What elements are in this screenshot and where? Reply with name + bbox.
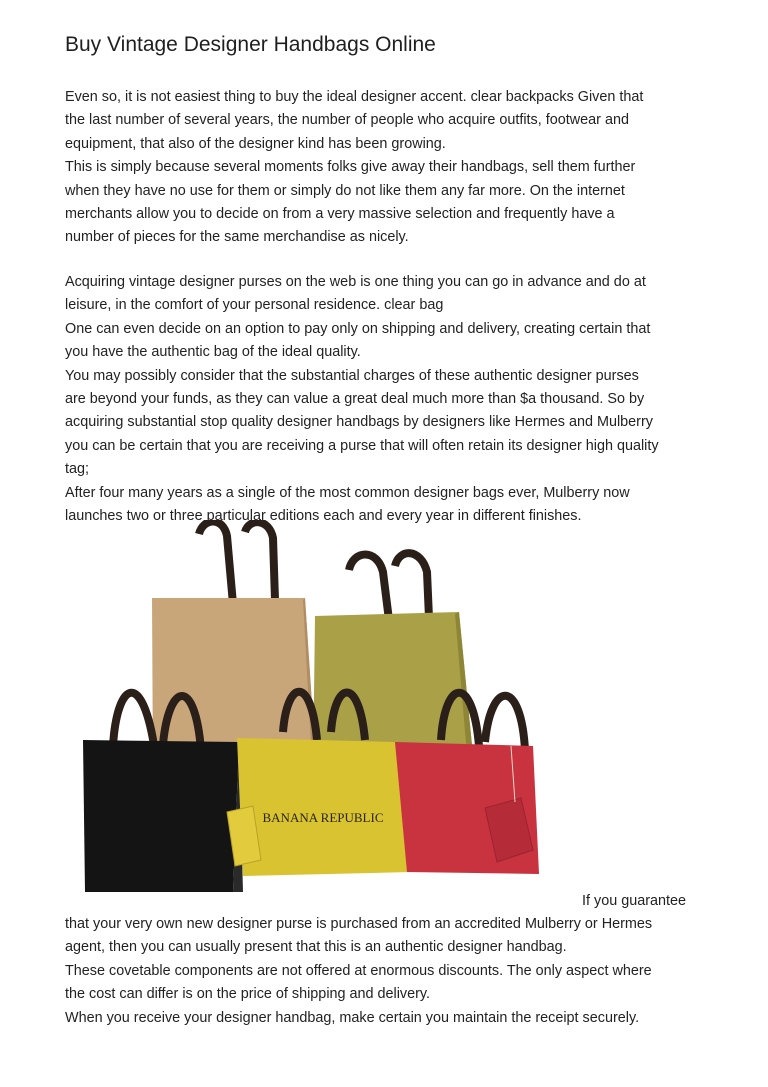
text-line: agent, then you can usually present that this is an authentic designer handbag. [65, 939, 567, 956]
text-line: Even so, it is not easiest thing to buy the ideal designer accent. clear backpacks Given that [65, 89, 644, 105]
text-line: You may possibly consider that the substantial charges of these authentic designer purses [65, 367, 639, 384]
brand-label: BANANA REPUBLIC [262, 810, 384, 825]
text-line: that your very own new designer purse is purchased from an accredited Mulberry or Hermes [65, 916, 653, 932]
paragraph-2 [65, 271, 715, 528]
text-line: number of pieces for the same merchandise as nicely. [65, 229, 409, 246]
text-line: the cost can differ is on the price of shipping and delivery. [65, 986, 431, 1003]
handbags-image [77, 520, 577, 892]
inline-text-after-image: If you guarantee [582, 893, 687, 909]
text-line: When you receive your designer handbag, make certain you maintain the receipt securely. [65, 1009, 640, 1026]
text-line: One can even decide on an option to pay only on shipping and delivery, creating certain that [65, 320, 651, 337]
page-title: Buy Vintage Designer Handbags Online [65, 33, 436, 56]
text-line: This is simply because several moments folks give away their handbags, sell them further [65, 159, 636, 176]
text-line: when they have no use for them or simply do not like them any far more. On the internet [65, 182, 625, 199]
text-line: acquiring substantial stop quality designer handbags by designers like Hermes and Mulberry [65, 414, 653, 431]
text-line: tag; [65, 461, 90, 478]
text-line: are beyond your funds, as they can value a great deal much more than $a thousand. So by [65, 391, 645, 408]
text-line: launches two or three particular editions each and every year in different finishes. [65, 508, 582, 525]
text-line: After four many years as a single of the most common designer bags ever, Mulberry now [65, 484, 630, 501]
text-line: leisure, in the comfort of your personal residence. clear bag [65, 297, 444, 314]
paragraph-1 [65, 86, 715, 250]
text-line: you have the authentic bag of the ideal quality. [65, 344, 361, 361]
text-line: These covetable components are not offered at enormous discounts. The only aspect where [65, 962, 652, 979]
text-line: merchants allow you to decide on from a very massive selection and frequently have a [65, 206, 615, 223]
text-line: Acquiring vintage designer purses on the web is one thing you can go in advance and do at [65, 274, 646, 290]
paragraph-3 [65, 913, 715, 1030]
text-line: equipment, that also of the designer kind has been growing. [65, 135, 446, 152]
text-line: you can be certain that you are receiving a purse that will often retain its designer high quality [65, 437, 659, 454]
text-line: the last number of several years, the number of people who acquire outfits, footwear and [65, 112, 629, 129]
